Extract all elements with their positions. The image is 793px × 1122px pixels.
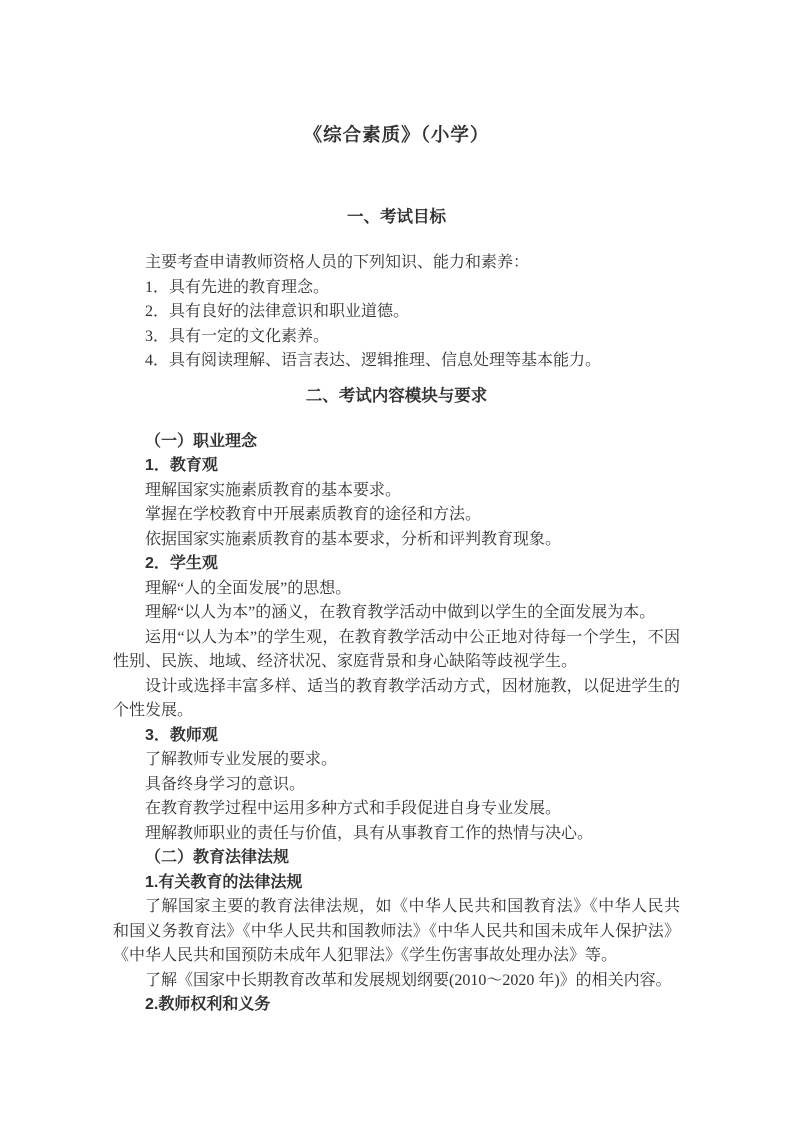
paragraph: 具备终身学习的意识。 [145,775,306,793]
paragraph: 理解国家实施素质教育的基本要求。 [145,481,402,499]
paragraph: 主要考查申请教师资格人员的下列知识、能力和素养： [145,254,530,271]
section-heading: 一、考试目标 [347,208,446,226]
paragraph: 了解《国家中长期教育改革和发展规划纲要(2010～2020 年)》的相关内容。 [145,971,672,989]
section-heading: （二）教育法律法规 [145,849,290,866]
section-heading: （一）职业理念 [145,432,258,450]
document-body [113,207,680,1018]
section-heading: 1.有关教育的法律法规 [145,873,303,891]
section-heading: 2.教师权利和义务 [145,996,271,1013]
paragraph: 掌握在学校教育中开展素质教育的途径和方法。 [145,506,482,523]
paragraph: 4．具有阅读理解、语言表达、逻辑推理、信息处理等基本能力。 [145,352,602,369]
paragraph: 了解国家主要的教育法律法规，如《中华人民共和国教育法》《中华人民共和国义务教育法》《中华人民共和国教师法》《中华人民共和国未成年人保护法》《中华人民共和国预防未成年人犯罪法》《学生伤害事故处理办法》等。 [113,898,680,964]
section-heading: 二、考试内容模块与要求 [305,386,488,405]
document-title: 《综合素质》（小学） [303,126,490,146]
paragraph: 依据国家实施素质教育的基本要求，分析和评判教育现象。 [145,530,562,548]
paragraph: 理解教师职业的责任与价值，具有从事教育工作的热情与决心。 [145,824,594,842]
paragraph: 运用“以人为本”的学生观，在教育教学活动中公正地对待每一个学生，不因性别、民族、地域、经济状况、家庭背景和身心缺陷等歧视学生。 [113,628,680,670]
paragraph: 理解“人的全面发展”的思想。 [145,579,352,597]
paragraph: 在教育教学过程中运用多种方式和手段促进自身专业发展。 [145,800,562,817]
paragraph: 2．具有良好的法律意识和职业道德。 [145,303,410,320]
paragraph: 设计或选择丰富多样、适当的教育教学活动方式，因材施教，以促进学生的个性发展。 [113,677,680,719]
section-heading: 3．教师观 [145,726,218,744]
paragraph: 1．具有先进的教育理念。 [145,278,330,296]
paragraph: 了解教师专业发展的要求。 [145,751,338,768]
section-heading: 1．教育观 [145,457,218,474]
paragraph: 理解“以人为本”的涵义，在教育教学活动中做到以学生的全面发展为本。 [145,604,656,621]
section-heading: 2．学生观 [145,555,218,572]
paragraph: 3．具有一定的文化素养。 [145,327,330,345]
